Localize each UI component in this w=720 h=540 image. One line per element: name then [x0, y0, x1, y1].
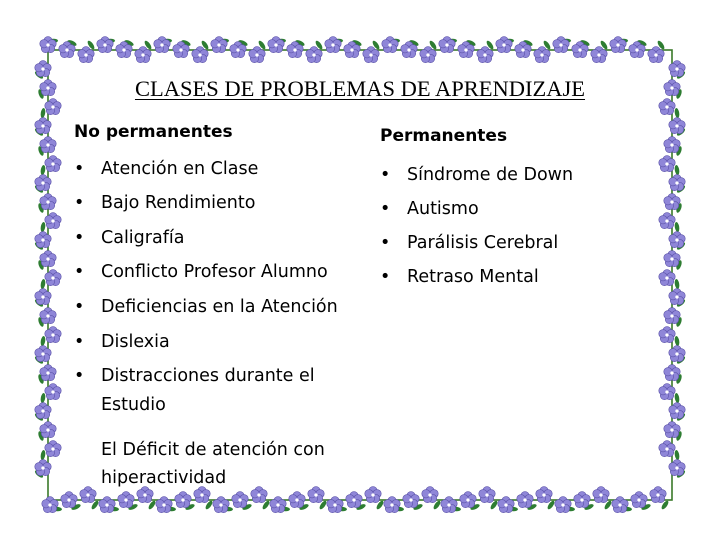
- flower-icon: [536, 487, 552, 503]
- leaf-icon: [40, 336, 46, 347]
- flower-icon: [664, 137, 680, 153]
- flower-icon: [78, 47, 94, 63]
- flower-icon: [664, 251, 680, 267]
- flower-icon: [61, 492, 77, 508]
- list-item-text: Caligrafía: [101, 228, 185, 248]
- flower-icon: [479, 487, 495, 503]
- leaf-icon: [40, 165, 46, 176]
- left-column-heading: No permanentes: [74, 122, 233, 142]
- flower-icon: [42, 497, 58, 513]
- leaf-icon: [674, 279, 680, 290]
- list-item-text: Retraso Mental: [407, 267, 539, 287]
- flower-icon: [40, 194, 56, 210]
- flower-icon: [591, 47, 607, 63]
- right-column-heading: Permanentes: [380, 126, 508, 146]
- flower-icon: [555, 497, 571, 513]
- flower-icon: [40, 251, 56, 267]
- bullet-icon: •: [74, 366, 85, 386]
- list-item-text: Autismo: [407, 199, 479, 219]
- flower-icon: [80, 487, 96, 503]
- bullet-icon: •: [74, 332, 85, 352]
- leaf-icon: [674, 393, 680, 404]
- leaf-icon: [674, 165, 680, 176]
- leaf-icon: [674, 450, 680, 461]
- adhd-note-line-2: hiperactividad: [101, 468, 227, 488]
- list-item-text: Conflicto Profesor Alumno: [101, 262, 328, 282]
- list-item-text: Atención en Clase: [101, 159, 259, 179]
- flower-icon: [441, 497, 457, 513]
- flower-icon: [612, 497, 628, 513]
- flower-icon: [477, 47, 493, 63]
- flower-icon: [363, 47, 379, 63]
- flower-icon: [175, 492, 191, 508]
- flower-icon: [270, 497, 286, 513]
- leaf-icon: [674, 222, 680, 233]
- flower-icon: [156, 497, 172, 513]
- list-item-text: Distracciones durante el: [101, 366, 315, 386]
- bullet-icon: •: [380, 267, 391, 287]
- flower-icon: [346, 492, 362, 508]
- bullet-icon: •: [74, 297, 85, 317]
- flower-icon: [517, 492, 533, 508]
- flower-icon: [192, 47, 208, 63]
- leaf-icon: [40, 222, 46, 233]
- leaf-icon: [40, 450, 46, 461]
- flower-icon: [664, 308, 680, 324]
- list-item-text: Deficiencias en la Atención: [101, 297, 338, 317]
- leaf-icon: [40, 108, 46, 119]
- flower-icon: [289, 492, 305, 508]
- bullet-icon: •: [380, 199, 391, 219]
- flower-icon: [327, 497, 343, 513]
- flower-icon: [631, 492, 647, 508]
- flower-icon: [232, 492, 248, 508]
- adhd-note-line-1: El Déficit de atención con: [101, 440, 325, 460]
- flower-icon: [99, 497, 115, 513]
- flower-icon: [40, 137, 56, 153]
- flower-icon: [422, 487, 438, 503]
- flower-icon: [650, 487, 666, 503]
- list-item-text: Estudio: [101, 395, 166, 415]
- bullet-icon: •: [380, 165, 391, 185]
- list-item-text: Bajo Rendimiento: [101, 193, 256, 213]
- flower-icon: [249, 47, 265, 63]
- flower-icon: [498, 497, 514, 513]
- leaf-icon: [674, 108, 680, 119]
- flower-icon: [365, 487, 381, 503]
- flower-icon: [308, 487, 324, 503]
- flower-icon: [593, 487, 609, 503]
- bullet-icon: •: [74, 262, 85, 282]
- leaf-icon: [674, 336, 680, 347]
- list-item-text: Síndrome de Down: [407, 165, 574, 185]
- leaf-icon: [40, 279, 46, 290]
- flower-icon: [534, 47, 550, 63]
- flower-icon: [664, 422, 680, 438]
- bullet-icon: •: [74, 228, 85, 248]
- flower-icon: [664, 194, 680, 210]
- flower-icon: [118, 492, 134, 508]
- list-item-text: Dislexia: [101, 332, 170, 352]
- flower-icon: [135, 47, 151, 63]
- flower-icon: [384, 497, 400, 513]
- flower-icon: [403, 492, 419, 508]
- flower-icon: [40, 365, 56, 381]
- bullet-icon: •: [380, 233, 391, 253]
- flower-icon: [40, 422, 56, 438]
- flower-icon: [306, 47, 322, 63]
- flower-icon: [40, 308, 56, 324]
- flower-icon: [213, 497, 229, 513]
- leaf-icon: [40, 393, 46, 404]
- flower-icon: [420, 47, 436, 63]
- flower-icon: [251, 487, 267, 503]
- bullet-icon: •: [74, 193, 85, 213]
- flower-icon: [664, 365, 680, 381]
- flower-icon: [460, 492, 476, 508]
- bullet-icon: •: [74, 159, 85, 179]
- flower-icon: [648, 47, 664, 63]
- list-item-text: Parálisis Cerebral: [407, 233, 559, 253]
- slide-title: CLASES DE PROBLEMAS DE APRENDIZAJE: [134, 76, 586, 101]
- flower-icon: [574, 492, 590, 508]
